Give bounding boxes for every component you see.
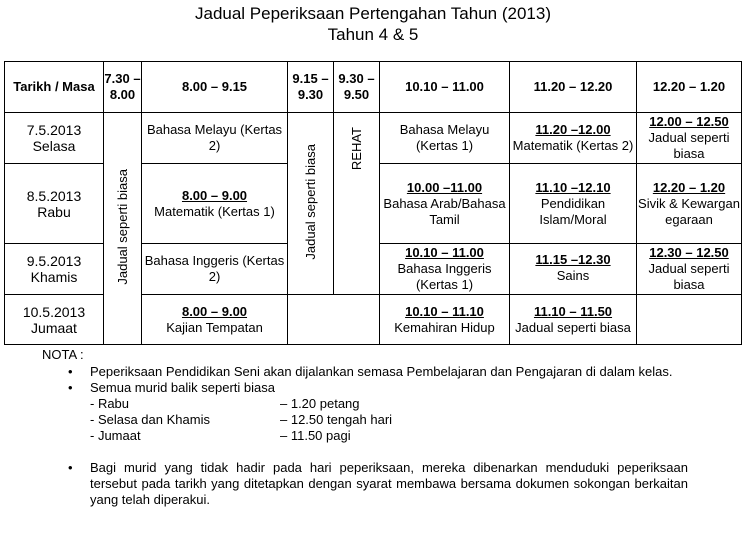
exam-subject: Bahasa Melayu (Kertas 1) — [399, 122, 490, 153]
day: Jumaat — [31, 319, 77, 336]
note-item — [68, 460, 688, 508]
exam-slot: 10.00 –11.00 — [406, 179, 483, 195]
exam-subject: Pendidikan Islam/Moral — [539, 195, 607, 227]
date-cell — [5, 244, 104, 295]
date: 10.5.2013 — [22, 303, 86, 320]
exam-slot: 12.30 – 12.50 — [649, 245, 729, 260]
exam-cell — [637, 295, 742, 345]
normal-schedule-cell-2 — [288, 113, 334, 295]
exam-cell — [142, 244, 288, 295]
header-time-1220: 12.20 – 1.20 — [637, 62, 742, 113]
dismissal-times — [90, 396, 688, 444]
note-text: Semua murid balik seperti biasa — [90, 380, 275, 395]
header-date: Tarikh / Masa — [5, 62, 104, 113]
exam-slot: 8.00 – 9.00 — [181, 187, 248, 203]
day: Rabu — [37, 203, 71, 220]
note-item — [68, 364, 688, 380]
dismissal-time: – 1.20 petang — [280, 396, 360, 411]
dismissal-row — [90, 412, 688, 428]
dismissal-time: – 12.50 tengah hari — [280, 412, 393, 427]
exam-slot: 12.00 – 12.50 — [649, 114, 729, 129]
exam-slot: 11.15 –12.30 — [535, 252, 611, 267]
table-row — [5, 113, 742, 164]
dismissal-row — [90, 428, 688, 444]
exam-subject: Jadual seperti biasa — [515, 319, 631, 335]
exam-subject: Jadual seperti biasa — [648, 130, 730, 161]
page-title: Jadual Peperiksaan Pertengahan Tahun (2013) — [194, 4, 551, 23]
empty-cell — [288, 295, 380, 345]
exam-subject: Sains — [556, 268, 590, 283]
exam-schedule-table — [4, 61, 742, 345]
exam-slot: 11.20 –12.00 — [535, 122, 611, 137]
dismissal-day: - Selasa dan Khamis — [90, 412, 210, 427]
exam-subject: Matematik (Kertas 1) — [154, 203, 275, 219]
header-row — [5, 62, 742, 113]
rehat-label: REHAT — [348, 127, 364, 171]
exam-subject: Bahasa Arab/Bahasa Tamil — [383, 195, 506, 227]
exam-slot: 11.10 –12.10 — [535, 179, 611, 195]
date-cell — [5, 295, 104, 345]
date: 8.5.2013 — [26, 187, 82, 204]
exam-cell — [380, 113, 510, 164]
exam-slot: 8.00 – 9.00 — [181, 303, 248, 319]
exam-cell — [510, 295, 637, 345]
header-time-0930: 9.30 – 9.50 — [334, 62, 380, 113]
exam-slot: 11.10 – 11.50 — [533, 303, 613, 319]
dismissal-day: - Jumaat — [90, 428, 141, 443]
normal-schedule-label: Jadual seperti biasa — [114, 168, 130, 285]
exam-subject: Sivik & Kewarganegaraan — [638, 195, 740, 227]
exam-subject: Kemahiran Hidup — [394, 319, 495, 335]
normal-schedule-label: Jadual seperti biasa — [302, 143, 318, 260]
header-time-1010: 10.10 – 11.00 — [380, 62, 510, 113]
exam-cell — [637, 113, 742, 164]
exam-cell — [142, 295, 288, 345]
note-text: Peperiksaan Pendidikan Seni akan dijalankan semasa Pembelajaran dan Pengajaran di dalam kelas. — [90, 364, 673, 379]
normal-schedule-cell-1 — [104, 113, 142, 345]
exam-cell — [142, 113, 288, 164]
exam-subject: Kajian Tempatan — [166, 319, 263, 335]
exam-cell — [380, 244, 510, 295]
header-time-0730: 7.30 – 8.00 — [104, 62, 142, 113]
date-cell — [5, 113, 104, 164]
note-text: Bagi murid yang tidak hadir pada hari peperiksaan, mereka dibenarkan menduduki peperiksaan tersebut pada tarikh yang ditetapkan dengan syarat membawa bersama dokumen sokongan berkaitan yang telah diperakui. — [90, 460, 688, 507]
note-item — [68, 380, 688, 444]
date-cell — [5, 164, 104, 244]
exam-subject: Bahasa Inggeris (Kertas 1) — [397, 261, 492, 292]
date: 9.5.2013 — [26, 253, 82, 269]
exam-cell — [510, 113, 637, 164]
exam-cell — [380, 164, 510, 244]
exam-cell — [637, 244, 742, 295]
exam-subject: Matematik (Kertas 2) — [512, 138, 634, 153]
day: Khamis — [30, 269, 78, 285]
exam-subject: Jadual seperti biasa — [648, 261, 730, 292]
date: 7.5.2013 — [26, 122, 82, 138]
dismissal-day: - Rabu — [90, 396, 130, 411]
header-time-0800: 8.00 – 9.15 — [142, 62, 288, 113]
exam-cell — [637, 164, 742, 244]
header-time-0915: 9.15 – 9.30 — [288, 62, 334, 113]
page-subtitle: Tahun 4 & 5 — [327, 25, 419, 44]
exam-cell — [510, 164, 637, 244]
header-time-1120: 11.20 – 12.20 — [510, 62, 637, 113]
exam-cell — [510, 244, 637, 295]
rehat-cell — [334, 113, 380, 295]
dismissal-time: – 11.50 pagi — [280, 428, 351, 443]
exam-slot: 10.10 – 11.10 — [405, 303, 484, 319]
exam-cell — [142, 164, 288, 244]
exam-subject: Bahasa Melayu (Kertas 2) — [146, 122, 283, 153]
exam-subject: Bahasa Inggeris (Kertas 2) — [144, 253, 285, 284]
exam-cell — [380, 295, 510, 345]
day: Selasa — [32, 138, 76, 154]
exam-slot: 10.10 – 11.00 — [405, 245, 484, 260]
exam-slot: 12.20 – 1.20 — [652, 179, 726, 195]
nota-label: NOTA : — [42, 347, 84, 362]
dismissal-row — [90, 396, 688, 412]
notes-list — [68, 364, 688, 508]
